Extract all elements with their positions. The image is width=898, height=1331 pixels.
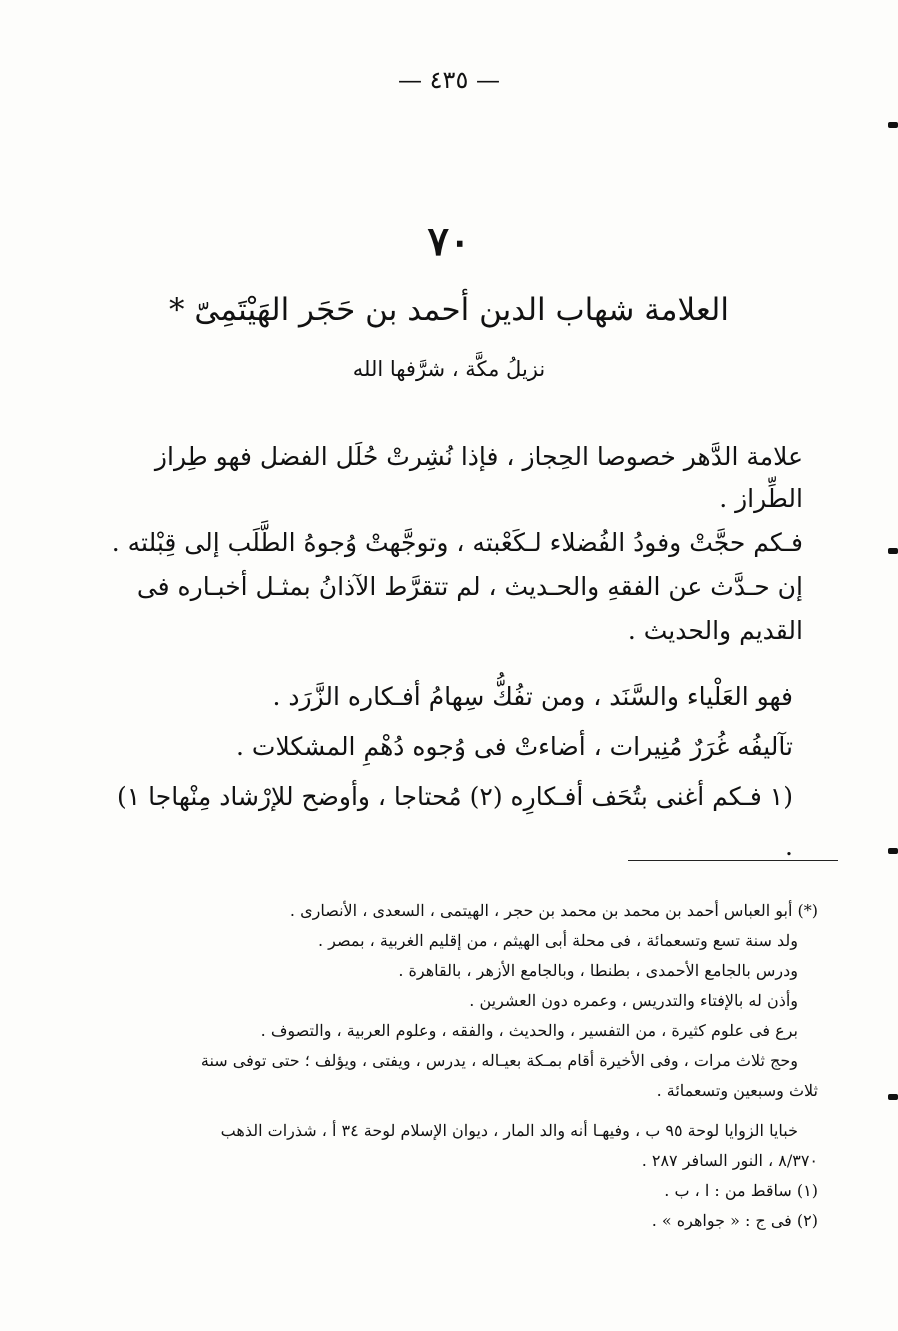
body-line: إن حـدَّث عن الفقهِ والحـديث ، لم تتقرَّط الآذانُ بمثـل أخبـاره فى xyxy=(136,572,803,601)
page-number: — ٤٣٥ — xyxy=(398,66,500,94)
body-line: علامة الدَّهر خصوصا الحِجاز ، فإذا نُشِرتْ حُلَل الفضل فهو طِراز الطِّراز . xyxy=(154,442,803,513)
footnote-note: (٢) فى ج : « جواهره » . xyxy=(651,1211,818,1230)
entry-title: العلامة شهاب الدين أحمد بن حَجَر الهَيْتَمِىّ * xyxy=(169,292,729,328)
footnote-bio-line: ثلاث وسبعين وتسعمائة . xyxy=(656,1081,818,1100)
footnote-sources-line: ٨/٣٧٠ ، النور السافر ٢٨٧ . xyxy=(641,1151,818,1170)
footnote-bio-line: وأذن له بالإفتاء والتدريس ، وعمره دون العشرين . xyxy=(469,991,798,1010)
entry-subtitle: نزيلُ مكَّة ، شرَّفها الله xyxy=(352,357,546,381)
body-line: فـكم حجَّتْ وفودُ الفُضلاء لـكَعْبته ، وتوجَّهتْ وُجوهُ الطَّلَب إلى قِبْلته . xyxy=(111,528,803,557)
footnote-bio-line: ولد سنة تسع وتسعمائة ، فى محلة أبى الهيثم ، من إقليم الغربية ، بمصر . xyxy=(318,931,798,950)
footnote-bio-line: وحج ثلاث مرات ، وفى الأخيرة أقام بمـكة بعيـاله ، يدرس ، ويفتى ، ويؤلف ؛ حتى توفى سنة xyxy=(200,1051,798,1070)
margin-mark xyxy=(888,848,898,854)
footnotes xyxy=(106,896,818,1236)
margin-mark xyxy=(888,1094,898,1100)
verse-line: (١ فـكم أغنى بتُحَف أفـكارِه (٢) مُحتاجا ، وأوضح للإرْشاد مِنْهاجا ١) . xyxy=(117,782,793,861)
footnote-bio-line: (*) أبو العباس أحمد بن محمد بن محمد بن حجر ، الهيتمى ، السعدى ، الأنصارى . xyxy=(289,901,818,920)
entry-number: ٧٠ xyxy=(427,218,471,265)
footnote-bio-line: ودرس بالجامع الأحمدى ، بطنطا ، وبالجامع الأزهر ، بالقاهرة . xyxy=(398,961,798,980)
body-paragraph xyxy=(91,436,803,654)
footnote-sources-line: خبايا الزوايا لوحة ٩٥ ب ، وفيهـا أنه والد المار ، ديوان الإسلام لوحة ٣٤ أ ، شذرات الذهب xyxy=(220,1121,798,1140)
footnote-divider xyxy=(628,860,838,861)
verse-line: تآليفُه غُرَرٌ مُنِيرات ، أضاءتْ فى وُجوه دُهْمِ المشكلات . xyxy=(236,732,793,761)
body-line: القديم والحديث . xyxy=(627,616,803,645)
footnote-bio-line: برع فى علوم كثيرة ، من التفسير ، والحديث ، والفقه ، وعلوم العربية ، والتصوف . xyxy=(260,1021,798,1040)
margin-mark xyxy=(888,548,898,554)
verse-block xyxy=(113,672,793,872)
verse-line: فهو العَلْياء والسَّنَد ، ومن تفُكُّ سِهامُ أفـكاره الزَّرَد . xyxy=(272,682,793,711)
margin-mark xyxy=(888,122,898,128)
footnote-note: (١) ساقط من : ا ، ب . xyxy=(664,1181,818,1200)
